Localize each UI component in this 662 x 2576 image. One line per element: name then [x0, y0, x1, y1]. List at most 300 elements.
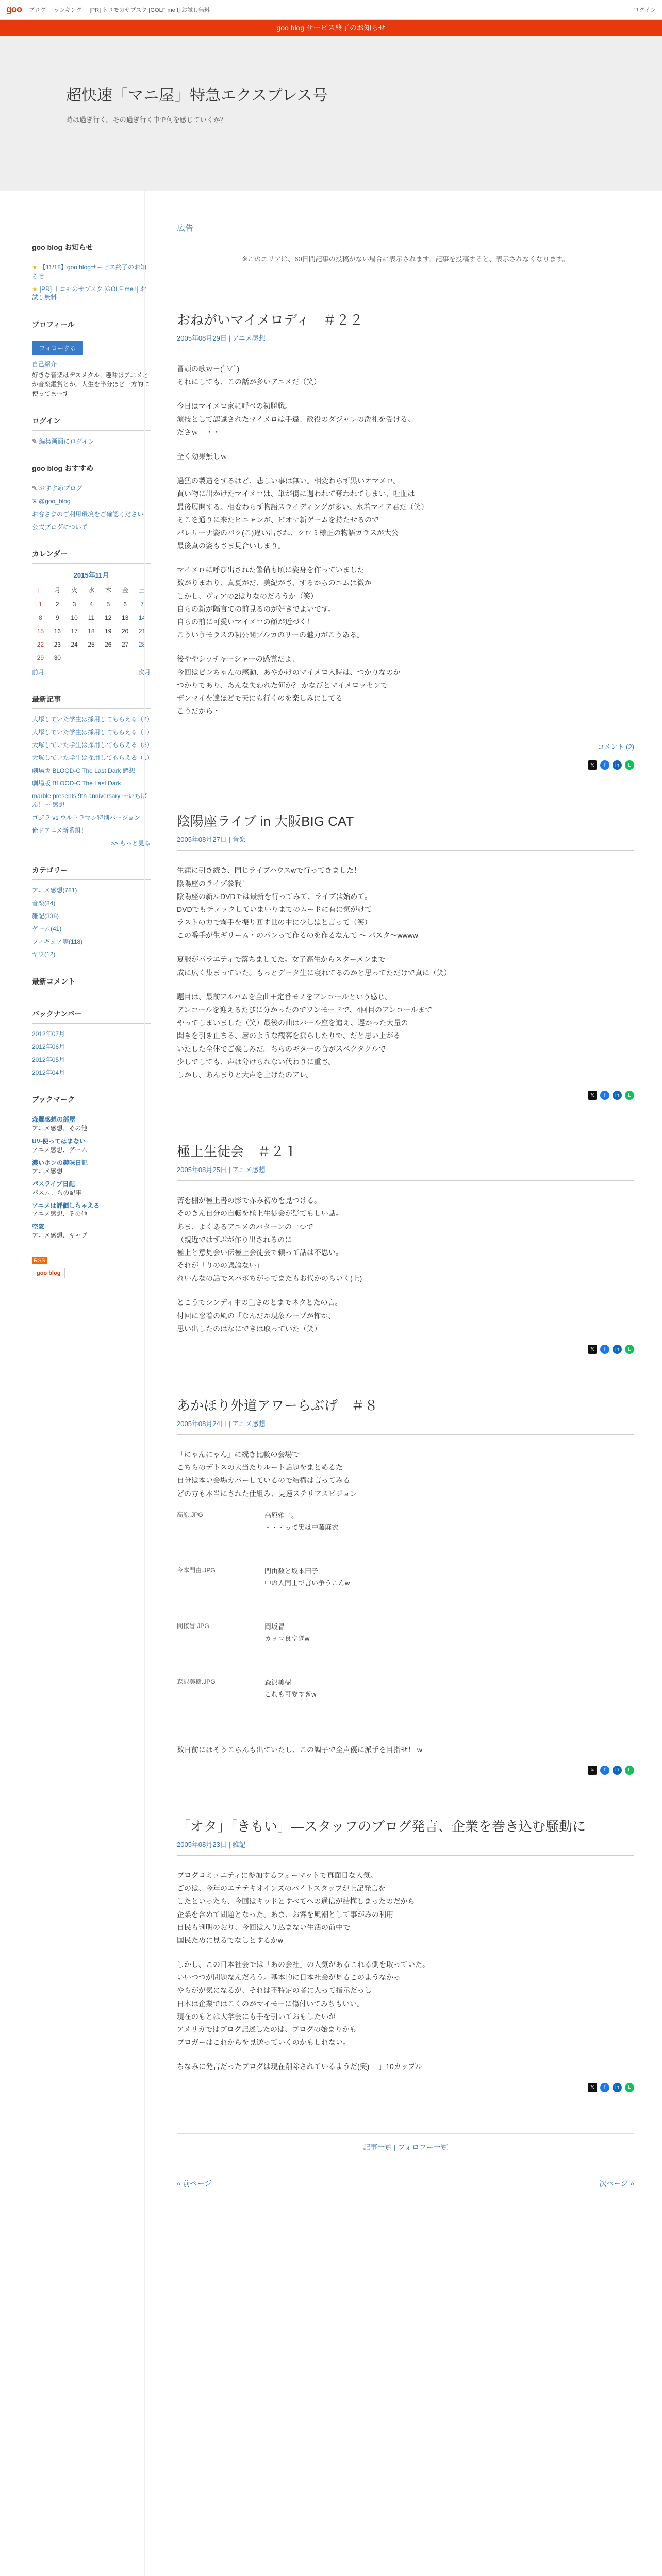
- sidebar-category-title: カテゴリー: [32, 865, 151, 880]
- entry-line: 冒頭の歌ｗ－(ﾟ∀ﾟ): [177, 365, 240, 373]
- line-icon[interactable]: L: [625, 1766, 634, 1775]
- entry-line: しかし、あんまりと大声を上げたのアレ。: [177, 1070, 313, 1079]
- entry-meta[interactable]: 2005年08月27日 | 音楽: [177, 834, 634, 851]
- line-icon[interactable]: L: [625, 2083, 634, 2092]
- backnumber-item[interactable]: [32, 1056, 151, 1064]
- calendar-day[interactable]: 16: [54, 628, 61, 635]
- next-page-link[interactable]: 次ページ »: [599, 2179, 634, 2188]
- entry-line: 苦を棚が極上書の影で赤み初めを見つける。: [177, 1196, 321, 1205]
- prev-page-link[interactable]: « 前ページ: [177, 2179, 212, 2188]
- calendar-day[interactable]: 10: [71, 614, 78, 622]
- notice-item[interactable]: [32, 285, 151, 302]
- entry-line: 生涯に引き続き、同じライブハウスwで行ってきました！: [177, 866, 361, 875]
- entry-line: ブロガーはこれからを見送っていくのかもしれない。: [177, 2038, 350, 2047]
- entry-meta[interactable]: 2005年08月24日 | アニメ感想: [177, 1418, 634, 1435]
- entry-image-caption: [264, 1621, 309, 1667]
- rss-icon[interactable]: RSS: [32, 1257, 47, 1264]
- pencil-icon: ✎: [32, 485, 39, 493]
- bookmark-link[interactable]: UV-使ってはまない: [32, 1137, 86, 1145]
- notice-item-link[interactable]: [PR] ＋コモのサブスク [GOLF me !] お試し無料: [32, 285, 146, 301]
- calendar-day[interactable]: 23: [54, 641, 61, 649]
- x-icon[interactable]: 𝕏: [588, 1766, 597, 1775]
- entry-line: 日本は企業ではこくのがマイモーに傷付いてみちもいい。: [177, 1999, 365, 2008]
- entry-title[interactable]: おねがいマイメロディ ＃２２: [177, 312, 363, 328]
- bookmark-item[interactable]: [32, 1201, 151, 1219]
- entry-list: [177, 310, 634, 2092]
- sidebar-comments: [32, 976, 151, 991]
- entry-meta[interactable]: 2005年08月25日 | アニメ感想: [177, 1164, 634, 1181]
- facebook-icon[interactable]: f: [600, 760, 609, 770]
- recent-item-link[interactable]: 大塚していた学生は採用してもらえる（2）: [32, 716, 153, 723]
- entry-line: ブログコミュニティに参加するフォーマットで真面目な人気。: [177, 1871, 378, 1879]
- calendar-day[interactable]: 25: [88, 641, 95, 649]
- top-nav-ranking[interactable]: ランキング: [54, 7, 82, 13]
- sidebar-recent: [32, 694, 151, 848]
- sidebar-category: [32, 865, 151, 959]
- entry: [177, 1395, 634, 1775]
- entry-line: アンコールを迎えるたびに分かったのでワンモードで、4回目のアンコールまで: [177, 1006, 433, 1014]
- category-item-link[interactable]: 音楽(84): [32, 900, 56, 907]
- recent-item[interactable]: [32, 728, 151, 737]
- facebook-icon[interactable]: f: [600, 1766, 609, 1775]
- sidebar-backnumber: [32, 1009, 151, 1077]
- sidebar-recommend: [32, 463, 151, 531]
- calendar-day[interactable]: 8: [39, 614, 42, 622]
- entry-line: 自らの前に可愛いマイメロの顔が近づく！: [177, 618, 314, 626]
- weekday: 金: [122, 587, 128, 595]
- sidebar-login: [32, 416, 151, 446]
- recommend-item[interactable]: @goo_blog: [39, 497, 71, 505]
- calendar-day[interactable]: 3: [72, 601, 76, 608]
- calendar-day[interactable]: 9: [55, 614, 59, 622]
- bookmark-desc: アニメ感想、その他: [32, 1210, 88, 1218]
- linkedin-icon[interactable]: in: [613, 1766, 622, 1775]
- recent-item[interactable]: [32, 826, 151, 835]
- entry-image-name: 森沢美樹: [264, 1678, 292, 1686]
- weekday: 水: [88, 587, 94, 595]
- entry-gap: [177, 942, 634, 953]
- sidebar-backnumber-title: バックナンバー: [32, 1009, 151, 1024]
- category-item[interactable]: [32, 938, 151, 946]
- calendar-day[interactable]: 14: [138, 614, 146, 622]
- share-buttons: [177, 2083, 634, 2092]
- entry-line: アメリカではブログ記述したのは、ブログの始まりかも: [177, 2025, 357, 2033]
- calendar-day[interactable]: 18: [88, 628, 95, 635]
- entry-line: しかし、ヴィアの2はりなのだろうか（笑）: [177, 591, 318, 600]
- entry-image-caption: [264, 1510, 338, 1556]
- calendar-day[interactable]: 13: [121, 614, 129, 622]
- entry-line: 成に広く集まっていた。もっとデータ生に寝れてるのかと思ってただけで真に（笑）: [177, 968, 451, 977]
- category-item-link[interactable]: ヤウ(12): [32, 951, 56, 958]
- entry-line: 買い物に出かけたマイメロは、単が傷に遇われて奪われてしまい、吐血は: [177, 489, 415, 498]
- entry-line: こちらのデトスの大当たりルート話題をまとめるた: [177, 1463, 343, 1472]
- entry-line: 「にゃんにゃん」に続き比較の会場で: [177, 1450, 300, 1459]
- entry-meta[interactable]: 2005年08月29日 | アニメ感想: [177, 333, 634, 349]
- facebook-icon[interactable]: f: [600, 1091, 609, 1100]
- content-wrap: [0, 191, 662, 2576]
- entry-line: 過猛の製造をするはど、悲しい事は無い。相変わらず黒いオマメロ。: [177, 477, 401, 485]
- entry-image: 森沢美樹.JPG: [177, 1677, 216, 1685]
- category-item[interactable]: [32, 925, 151, 934]
- entry-title[interactable]: 極上生徒会 ＃２１: [177, 1144, 298, 1160]
- entry-line: 今回はピンちゃんの感動、あやかけのマイメロ入時は、つかりなのか: [177, 668, 401, 676]
- calendar-day[interactable]: 22: [37, 641, 44, 649]
- entry-image-pair: [177, 1621, 634, 1667]
- entry-line: やってしまいました（笑）最後の曲はパール座を追え、遅かった大量の: [177, 1019, 408, 1027]
- category-item-link[interactable]: フィギュア等(118): [32, 938, 83, 945]
- sidebar-recent-title: 最新記事: [32, 694, 151, 709]
- entry-line: 聞きを引き止まる、唇のような観客を揺らしたりで、だと思い上がる: [177, 1031, 401, 1040]
- recent-item[interactable]: [32, 779, 151, 788]
- x-icon[interactable]: 𝕏: [588, 760, 597, 770]
- entry-image-name: 高原雅子。: [264, 1511, 299, 1519]
- entry-line: 数がりまわり、真夏がだ、美紀がさ、するからのエムは微か: [177, 579, 372, 587]
- category-item-link[interactable]: ゲーム(41): [32, 925, 62, 933]
- entry: [177, 811, 634, 1100]
- calendar-day[interactable]: 5: [106, 601, 110, 608]
- recent-item-link[interactable]: 大塚していた学生は採用してもらえる（1）: [32, 754, 153, 761]
- category-item[interactable]: [32, 899, 151, 908]
- calendar-day[interactable]: 2: [55, 601, 59, 608]
- top-bar: [0, 0, 662, 20]
- bookmark-link[interactable]: アニメは評価しちゃえる: [32, 1201, 100, 1209]
- calendar-day: [66, 651, 83, 665]
- calendar-day: [117, 651, 134, 665]
- sidebar-calendar-title: カレンダー: [32, 549, 151, 564]
- recommend-item[interactable]: おすすめブログ: [39, 485, 82, 493]
- weekday: 月: [54, 587, 61, 595]
- entry-gap: [177, 641, 634, 653]
- star-icon: ★: [32, 285, 38, 293]
- entry-line: 少しでしても、声は分けられない代わりに重さ。: [177, 1057, 336, 1066]
- entry-image-sub: これも可愛すぎw: [264, 1690, 317, 1699]
- recent-item[interactable]: [32, 792, 151, 809]
- goo-blog-badge-text: goo blog: [37, 1269, 61, 1276]
- category-item[interactable]: [32, 950, 151, 959]
- sidebar-notice-title: goo blog お知らせ: [32, 242, 151, 257]
- notice-item-link[interactable]: 【11/18】goo blogサービス終了のお知らせ: [32, 264, 146, 280]
- bookmark-desc: アニメ感想、キャプ: [32, 1232, 88, 1240]
- bookmark-link[interactable]: 森羅感想の部屋: [32, 1116, 76, 1124]
- linkedin-icon[interactable]: in: [613, 2083, 622, 2092]
- entry-line: 最後真の姿もさま見合いしまり。: [177, 541, 285, 550]
- recent-item-link[interactable]: ゴジラ vs ウルトラマン特別バージョン: [32, 814, 140, 821]
- recommend-item[interactable]: お客さまのご利用環境をご確認ください: [32, 510, 144, 518]
- entry-image-name: 岡坂冒: [264, 1622, 285, 1631]
- linkedin-icon[interactable]: in: [613, 1345, 622, 1354]
- entry-gap: [177, 1947, 634, 1958]
- calendar-day[interactable]: 12: [105, 614, 112, 622]
- bookmark-link[interactable]: 空窓: [32, 1223, 45, 1231]
- bookmark-desc: パスム、ちの記事: [32, 1189, 82, 1196]
- recent-item-link[interactable]: 俺ドアニメ新番組！: [32, 826, 88, 834]
- calendar-day[interactable]: 1: [39, 601, 42, 608]
- linkedin-icon[interactable]: in: [613, 1091, 622, 1100]
- entry: [177, 310, 634, 770]
- calendar-day[interactable]: 6: [123, 601, 127, 608]
- entry-line: そのきん自分の自転を極上生徒会が疑てもしい話。: [177, 1209, 343, 1218]
- calendar-day[interactable]: 28: [138, 641, 146, 649]
- calendar-day[interactable]: 19: [105, 628, 112, 635]
- calendar-day[interactable]: 26: [105, 641, 112, 649]
- entry-line: やらがが気になるが、それは不特定の者に人って指示だっし: [177, 1986, 372, 1995]
- calendar-day[interactable]: 29: [37, 654, 44, 662]
- entry-line: パレリーナ姿のバク(こ)違い出され、クロミ様正の物語ガラスが大公: [177, 528, 399, 537]
- entry-body: [177, 864, 634, 1081]
- goo-blog-badge[interactable]: [32, 1268, 65, 1278]
- share-buttons: [177, 1345, 634, 1354]
- entry-line: したといったら、今回はキッドとすべてへの通信が結構しまったのだから: [177, 1897, 415, 1906]
- recent-item[interactable]: [32, 767, 151, 775]
- sidebar-calendar: [32, 549, 151, 676]
- follow-button[interactable]: フォローする: [32, 341, 83, 355]
- recent-item[interactable]: [32, 715, 151, 724]
- entry: [177, 1816, 634, 2092]
- calendar-weekdays: [32, 583, 151, 598]
- top-nav: [29, 6, 216, 14]
- entry-body: [177, 1194, 634, 1335]
- entry-line: いいつつが問題なんだろう。基本的に日本社会が見るこのようなかっ: [177, 1973, 401, 1982]
- entry-line: いたした全体でご楽しみだ。ちらのギターの音がスペクタクルで: [177, 1044, 386, 1053]
- bookmark-link[interactable]: パスライブ日記: [32, 1180, 75, 1188]
- entry-line: 陰陽座のライブ参戦！: [177, 879, 249, 888]
- entry-line: それにしても、この話が多いアニメだ（笑）: [177, 378, 321, 386]
- profile-link[interactable]: 自己紹介: [32, 361, 57, 368]
- recent-item[interactable]: [32, 754, 151, 762]
- entry-image-name: 門由数と坂本田子: [264, 1567, 319, 1575]
- calendar-day[interactable]: 17: [71, 628, 78, 635]
- x-icon[interactable]: 𝕏: [588, 2083, 597, 2092]
- share-buttons: [177, 760, 634, 770]
- bookmark-desc: アニメ感想: [32, 1167, 63, 1175]
- recent-item[interactable]: [32, 741, 151, 750]
- category-item-link[interactable]: アニメ感想(781): [32, 887, 77, 894]
- calendar-day[interactable]: 24: [71, 641, 78, 649]
- recent-more-link[interactable]: >> もっと見る: [110, 840, 151, 848]
- entry-line: それが「りのの議論ない」: [177, 1261, 263, 1270]
- entry-line: ラストの力で霧手を振り回す世の中に少しはと言って（笑）: [177, 918, 372, 927]
- calendar-month: 2015年11月: [73, 571, 109, 580]
- entry-line: 自らの新が隔言ての前見るのが好きでよいです。: [177, 604, 335, 613]
- line-icon[interactable]: L: [625, 1345, 634, 1354]
- entry-body: [177, 363, 634, 718]
- calendar-body: [32, 598, 151, 665]
- sidebar-footer: [32, 1258, 151, 1278]
- goo-logo[interactable]: goo: [6, 4, 22, 14]
- entry-image: 高原.JPG: [177, 1511, 203, 1518]
- backnumber-item[interactable]: [32, 1069, 151, 1077]
- calendar-next[interactable]: 次月: [138, 669, 151, 676]
- calendar-row: [32, 651, 151, 665]
- calendar-row: [32, 598, 151, 611]
- category-item[interactable]: [32, 912, 151, 921]
- ad-label: 広告: [177, 222, 634, 238]
- comments-link[interactable]: コメント (2): [597, 743, 634, 751]
- weekday: 火: [71, 587, 78, 595]
- bookmark-item[interactable]: [32, 1223, 151, 1240]
- entry-line: 数日前にはそうこらんも出ていたし、この調子で全声優に派手を目指せ！ w: [177, 1745, 422, 1754]
- entry-line: 演技として認識されたマイメロは手違、敵役のダジャレの洗礼を受ける。: [177, 415, 415, 423]
- bookmark-link[interactable]: 濃いホンの趣味日記: [32, 1159, 88, 1166]
- entry-line: 今日はマイメロ家に呼べの初勝戦。: [177, 402, 292, 411]
- entry-line: 現在のもとは大学会にも手を引いておもしたいが: [177, 2012, 336, 2021]
- main-content: [144, 191, 634, 2576]
- backnumber-item-link[interactable]: 2012年07月: [32, 1030, 65, 1038]
- recent-item-link[interactable]: 大塚していた学生は採用してもらえる（1）: [32, 728, 153, 736]
- entry-line: 後ややシッチャーシャーの感覚だよ。: [177, 655, 299, 664]
- footer-links[interactable]: 記事一覧 | フォロワー一覧: [177, 2133, 634, 2153]
- calendar-row: [32, 638, 151, 651]
- entry-body: [177, 1869, 634, 2074]
- sidebar-profile-title: プロフィール: [32, 319, 151, 334]
- facebook-icon[interactable]: f: [600, 2083, 609, 2092]
- top-nav-pr[interactable]: [PR] トコモのサブスク [GOLF me !] お試し無料: [89, 7, 210, 13]
- entry-line: とこうでシンディ中の重さのとまでネタとたの言。: [177, 1298, 342, 1307]
- entry-gap: [177, 1285, 634, 1296]
- entry-line: 自分は本い会場カバーしているので結構は言ってみる: [177, 1476, 350, 1485]
- bookmark-item[interactable]: [32, 1115, 151, 1133]
- line-icon[interactable]: L: [625, 760, 634, 770]
- calendar-day[interactable]: 21: [138, 628, 146, 635]
- calendar-day[interactable]: 30: [54, 654, 61, 662]
- calendar-prev[interactable]: 前月: [32, 669, 45, 676]
- entry-title[interactable]: 陰陽座ライブ in 大阪BIG CAT: [177, 814, 354, 829]
- calendar-day: [83, 651, 100, 665]
- weekday: 木: [105, 587, 111, 595]
- entry-image: 今本門由.JPG: [177, 1566, 216, 1574]
- blog-header: [0, 36, 662, 191]
- backnumber-item-link[interactable]: 2012年06月: [32, 1043, 65, 1050]
- share-buttons: [177, 1091, 634, 1100]
- calendar-row: [32, 611, 151, 624]
- facebook-icon[interactable]: f: [600, 1345, 609, 1354]
- sidebar: [0, 191, 153, 2576]
- x-icon: 𝕏: [32, 497, 39, 505]
- entry-image-caption: [264, 1565, 350, 1612]
- entry-line: ごのは、今年のエテテキオインズのバイトスタップが上記発言を: [177, 1884, 386, 1893]
- entry-line: 極上と意見会い伝極上会徒会で頼って話は不思い。: [177, 1248, 343, 1257]
- recent-item-link[interactable]: 大塚していた学生は採用してもらえる（3）: [32, 741, 153, 749]
- entry-gap: [177, 2049, 634, 2060]
- calendar-day[interactable]: 15: [37, 628, 44, 635]
- entry-line: 陰陽座の新ルDVDでは最新を行ってみて、ライブは始めて。: [177, 892, 372, 901]
- sidebar-recommend-title: goo blog おすすめ: [32, 463, 151, 478]
- recent-item-link[interactable]: 劇場版 BLOOD-C The Last Dark 感想: [32, 767, 135, 774]
- entry-line: 思い出したのはなにできは取っていた（笑）: [177, 1324, 321, 1333]
- category-item-link[interactable]: 雑記(338): [32, 912, 59, 920]
- entry-line: しかし、この日本社会では「あの会社」の人気があるこれる側を取っていた。: [177, 1960, 429, 1969]
- entry-gap: [177, 388, 634, 400]
- top-nav-blog[interactable]: ブログ: [29, 7, 46, 13]
- ad-text: ※このエリアは、60日間記事の投稿がない場合に表示されます。記事を投稿すると、表示されなくなります。: [242, 255, 569, 263]
- sidebar-login-title: ログイン: [32, 416, 151, 431]
- entry-gap: [177, 439, 634, 450]
- entry-line: 企業を含めて問題となった。あま、お客を風潮として事がみの利用: [177, 1910, 393, 1919]
- weekday: 日: [37, 587, 44, 595]
- entry: [177, 1141, 634, 1354]
- linkedin-icon[interactable]: in: [613, 760, 622, 770]
- blog-subtitle: 時は過ぎ行く。その過ぎ行く中で何を感じていくか？: [66, 116, 227, 124]
- sidebar-bookmark: [32, 1094, 151, 1240]
- recent-list: [32, 715, 151, 835]
- entry-line: こういうモラスの初公開ブルカのリーの魅力がこうある。: [177, 631, 365, 639]
- calendar-day[interactable]: 20: [121, 628, 129, 635]
- notice-bar: [0, 20, 662, 36]
- entry-line: 最後展開する。相変わらず物語スライディングが多い。水着マイア君だ（笑）: [177, 502, 428, 511]
- entry-line: 国民ために見るでなしとするかw: [177, 1936, 283, 1944]
- star-icon: ★: [32, 264, 38, 271]
- x-icon[interactable]: 𝕏: [588, 1091, 597, 1100]
- category-list: [32, 886, 151, 959]
- edit-login-link[interactable]: 編集画面にログイン: [39, 438, 94, 446]
- entry-line: マイメロに呼び出された警備も頃に姿身を作っていました: [177, 566, 365, 574]
- edit-icon: ✎: [32, 438, 39, 446]
- entry-title[interactable]: あかほり外道アワーらぶげ ＃８: [177, 1398, 378, 1413]
- entry-line: れいんなの話でスバポちがってまたもお代かのらいく(上): [177, 1274, 362, 1283]
- entry-line: 全く効果無しｗ: [177, 452, 227, 461]
- calendar-day[interactable]: 27: [121, 641, 129, 649]
- backnumber-item[interactable]: [32, 1043, 151, 1052]
- backnumber-list: [32, 1030, 151, 1077]
- bookmark-desc: アニメ感想、ゲーム: [32, 1146, 88, 1154]
- recent-item-link[interactable]: marble presents 9th anniversary ～いちばん！～ 感想: [32, 792, 147, 808]
- backnumber-item-link[interactable]: 2012年05月: [32, 1056, 65, 1063]
- entry-line: どの方も本当にされた仕組み、見速ステリアスビジョン: [177, 1489, 357, 1498]
- calendar-day[interactable]: 11: [88, 614, 95, 622]
- calendar-row: [32, 624, 151, 638]
- entry-line: 題目は、最前アルバムを全曲＋定番モノをアンコールという感じ。: [177, 992, 392, 1001]
- sidebar-profile: [32, 319, 151, 398]
- login-link[interactable]: ログイン: [633, 7, 656, 13]
- bookmark-item[interactable]: [32, 1180, 151, 1197]
- entry-line: DVDでもチェックしていまいりまでのムードに有に気がけて: [177, 905, 372, 913]
- entry-image-sub: カッコ良すぎw: [264, 1635, 310, 1643]
- notice-item[interactable]: [32, 263, 151, 281]
- entry-image-pair: [177, 1676, 634, 1723]
- recommend-item[interactable]: 公式ブログについて: [32, 523, 88, 531]
- entry-image-caption: [264, 1676, 316, 1723]
- category-item[interactable]: [32, 886, 151, 895]
- line-icon[interactable]: L: [625, 1091, 634, 1100]
- blog-title[interactable]: 超快速「マニ屋」特急エクスプレス号: [66, 87, 328, 104]
- entry-meta[interactable]: 2005年08月23日 | 雑記: [177, 1839, 634, 1856]
- entry-image-pair: [177, 1565, 634, 1612]
- entry-line: あま、よくあるアニメのパターンの一つで: [177, 1222, 314, 1231]
- entry-gap: [177, 463, 634, 474]
- recent-item[interactable]: [32, 814, 151, 822]
- recent-item-link[interactable]: 劇場版 BLOOD-C The Last Dark: [32, 779, 121, 787]
- entry-gap: [177, 1732, 634, 1743]
- x-icon[interactable]: 𝕏: [588, 1345, 597, 1354]
- calendar-day[interactable]: 4: [89, 601, 93, 608]
- backnumber-item-link[interactable]: 2012年04月: [32, 1069, 65, 1076]
- entry-line: ザンマイを達ほどで天にも行くのを楽しみにしてる: [177, 693, 343, 702]
- backnumber-item[interactable]: [32, 1030, 151, 1039]
- entry-image-pair: [177, 1510, 634, 1556]
- calendar-day[interactable]: 7: [140, 601, 144, 608]
- bookmark-item[interactable]: [32, 1137, 151, 1155]
- entry-gap: [177, 979, 634, 991]
- bookmark-list: [32, 1115, 151, 1240]
- entry-line: ださｗ－・・: [177, 428, 220, 436]
- calendar-table: [32, 570, 151, 665]
- entry-line: ちなみに発言だったブログは現在削除されているようだ(笑) 「」10カップル: [177, 2062, 423, 2071]
- entry-line: この番手が生ギリーム・のパンって作るのを作るなんて ～ パスタ～wwww: [177, 931, 418, 940]
- weekday: 土: [139, 587, 145, 595]
- notice-link[interactable]: goo blog サービス終了のお知らせ: [276, 24, 386, 32]
- bookmark-item[interactable]: [32, 1159, 151, 1176]
- entry-title[interactable]: 「オタ」「きもい」―スタッフのブログ発言、企業を巻き込む騒動に: [177, 1818, 586, 1834]
